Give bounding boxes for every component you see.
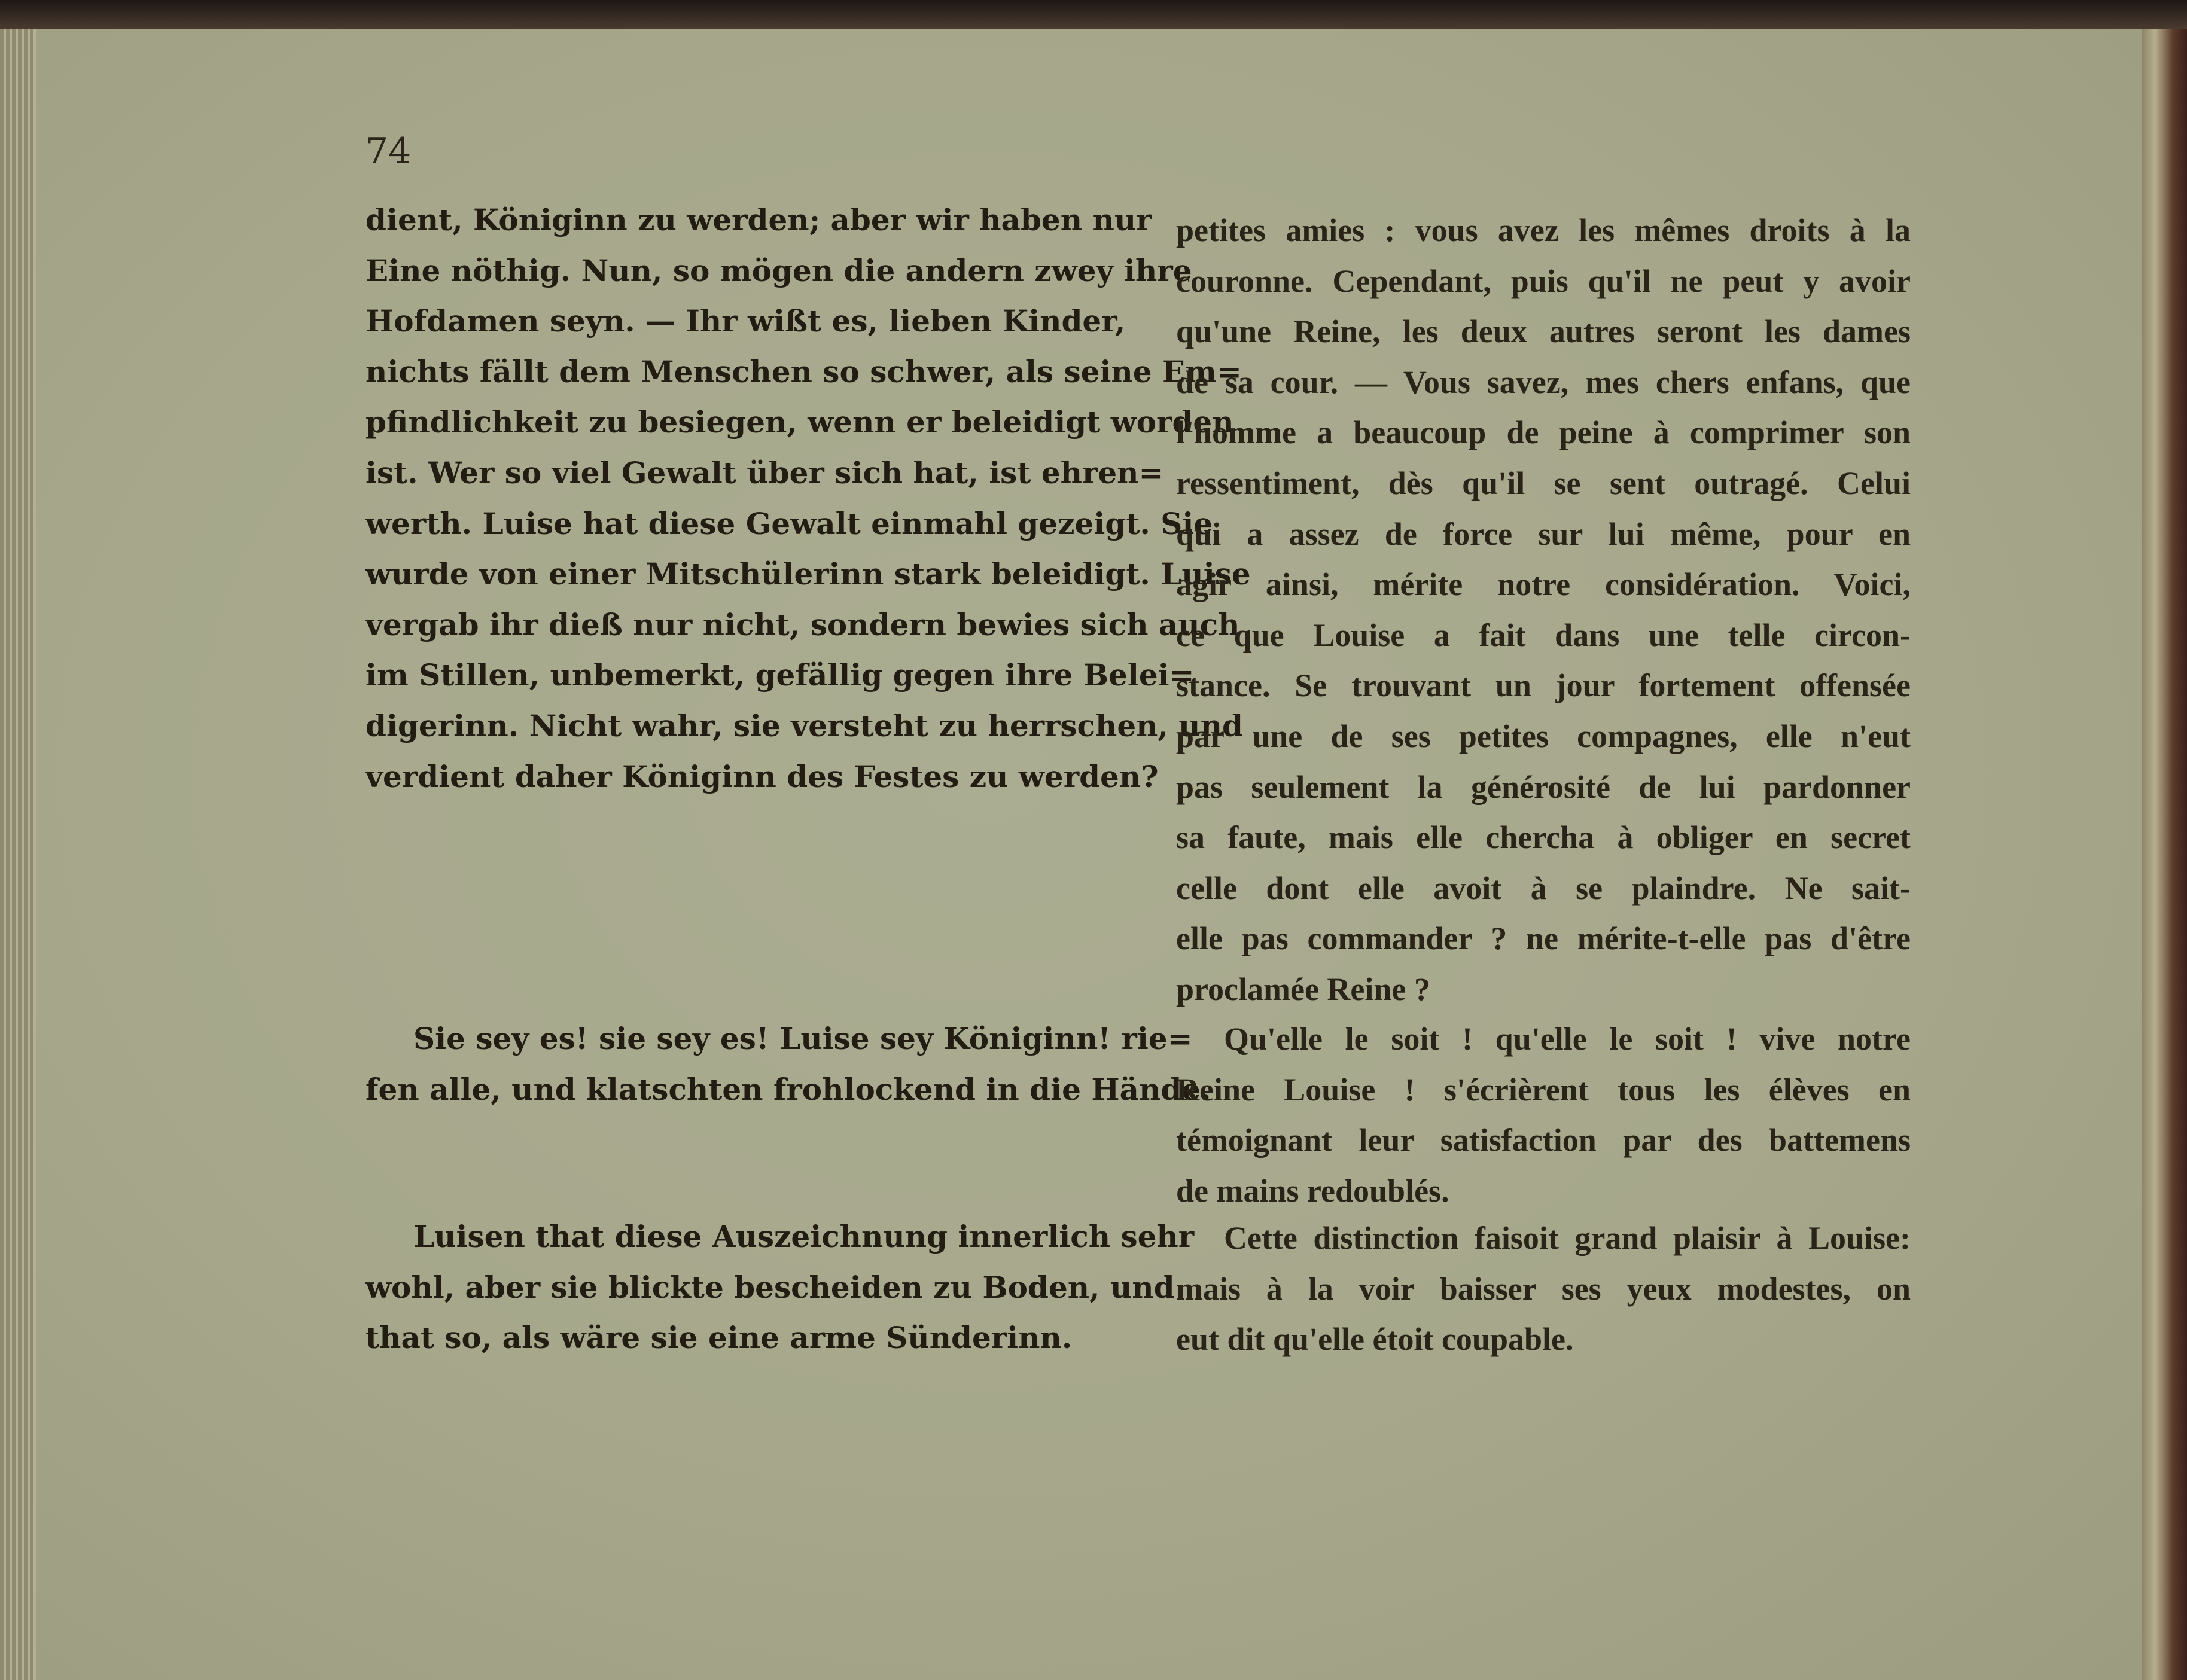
german-paragraph (365, 1212, 1195, 1364)
book-spine-edge (2142, 29, 2187, 1680)
page-stack-edge (0, 29, 36, 1680)
text-line: de sa cour. — Vous savez, mes chers enfans, que (1176, 364, 1911, 400)
text-line: im Stillen, unbemerkt, gefällig gegen ihre Belei= (365, 657, 1195, 693)
text-line: vergab ihr dieß nur nicht, sondern bewies sich auch (365, 606, 1240, 642)
text-line: pas seulement la générosité de lui pardonner (1176, 769, 1911, 805)
text-line: verdient daher Königinn des Festes zu werden? (365, 758, 1159, 794)
text-line: Cette distinction faisoit grand plaisir à Louise: (1224, 1220, 1911, 1256)
text-line: de mains redoublés. (1176, 1172, 1449, 1209)
german-paragraph (365, 195, 1251, 802)
text-line: par une de ses petites compagnes, elle n'eut (1176, 718, 1911, 754)
text-line: sa faute, mais elle chercha à obliger en secret (1176, 819, 1911, 856)
french-paragraph (1176, 1014, 1911, 1216)
text-line: eut dit qu'elle étoit coupable. (1176, 1321, 1574, 1358)
text-line: mais à la voir baisser ses yeux modestes, on (1176, 1270, 1911, 1307)
text-line: Luisen that diese Auszeichnung innerlich sehr (413, 1219, 1195, 1254)
text-line: Qu'elle le soit ! qu'elle le soit ! vive notre (1224, 1021, 1911, 1057)
text-line: wohl, aber sie blickte bescheiden zu Boden, und (365, 1269, 1175, 1305)
text-line: Reine Louise ! s'écrièrent tous les élèves en (1176, 1071, 1911, 1108)
text-line: agir ainsi, mérite notre considération. Voici, (1176, 566, 1911, 603)
text-line: couronne. Cependant, puis qu'il ne peut y avoir (1176, 263, 1911, 299)
text-line: ce que Louise a fait dans une telle circon- (1176, 617, 1911, 653)
text-line: proclamée Reine ? (1176, 971, 1430, 1007)
french-paragraph (1176, 205, 1911, 1015)
text-line: nichts fällt dem Menschen so schwer, als seine Em= (365, 353, 1242, 389)
text-line: ist. Wer so viel Gewalt über sich hat, ist ehren= (365, 455, 1164, 490)
text-line: fen alle, und klatschten frohlockend in die Hände. (365, 1071, 1211, 1107)
text-line: Eine nöthig. Nun, so mögen die andern zwey ihre (365, 252, 1192, 288)
text-line: pfindlichkeit zu besiegen, wenn er beleidigt worden (365, 404, 1234, 440)
text-line: elle pas commander ? ne mérite-t-elle pas d'être (1176, 920, 1911, 957)
scan-top-edge (0, 0, 2187, 29)
text-line: qu'une Reine, les deux autres seront les dames (1176, 313, 1911, 350)
text-line: celle dont elle avoit à se plaindre. Ne sait- (1176, 870, 1911, 906)
text-line: qui a assez de force sur lui même, pour en (1176, 516, 1911, 552)
text-line: Hofdamen seyn. — Ihr wißt es, lieben Kinder, (365, 303, 1126, 339)
text-line: digerinn. Nicht wahr, sie versteht zu herrschen, und (365, 708, 1243, 743)
text-line: l'homme a beaucoup de peine à comprimer son (1176, 414, 1911, 451)
french-paragraph (1176, 1213, 1911, 1365)
text-line: wurde von einer Mitschülerinn stark beleidigt. Luise (365, 556, 1251, 592)
text-line: témoignant leur satisfaction par des battemens (1176, 1122, 1911, 1158)
text-line: dient, Königinn zu werden; aber wir haben nur (365, 202, 1152, 237)
text-line: stance. Se trouvant un jour fortement offensée (1176, 667, 1911, 704)
text-line: that so, als wäre sie eine arme Sünderinn. (365, 1320, 1073, 1356)
german-paragraph (365, 1014, 1211, 1115)
text-line: werth. Luise hat diese Gewalt einmahl gezeigt. Sie (365, 505, 1213, 541)
text-line: ressentiment, dès qu'il se sent outragé. Celui (1176, 465, 1911, 501)
page-number: 74 (365, 130, 412, 172)
text-line: petites amies : vous avez les mêmes droits à la (1176, 212, 1911, 248)
text-line: Sie sey es! sie sey es! Luise sey Königinn! rie= (413, 1021, 1193, 1056)
